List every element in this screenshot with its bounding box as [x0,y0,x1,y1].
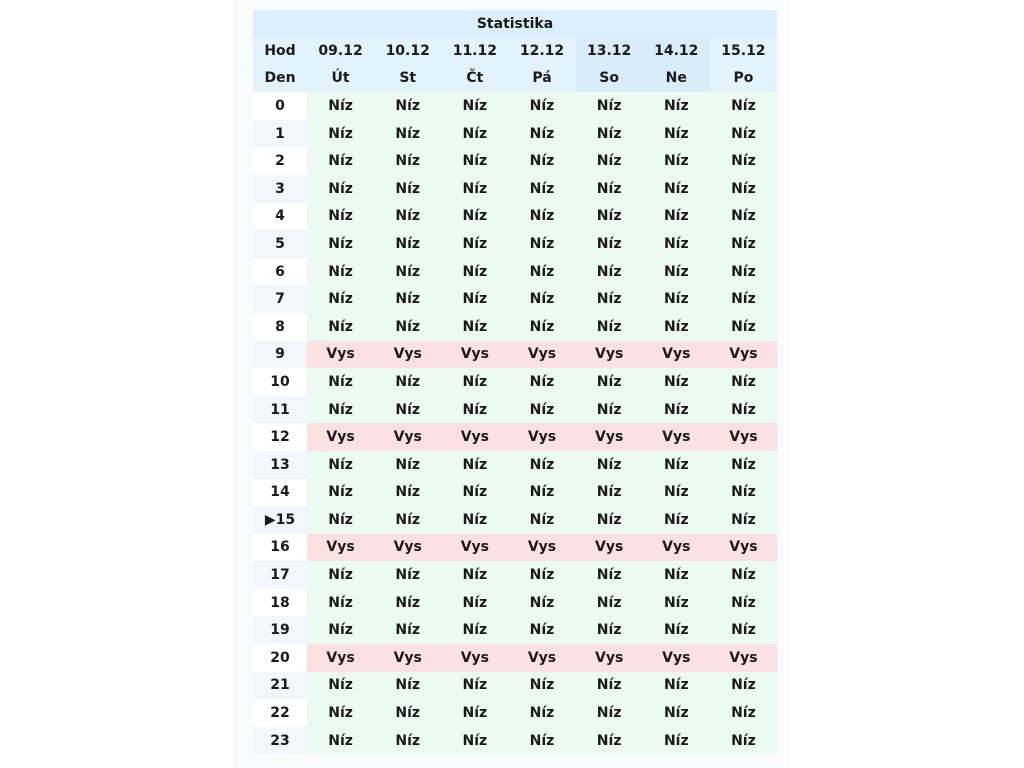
level-cell: Níz [441,120,508,148]
level-cell: Níz [508,589,575,617]
level-cell: Níz [508,396,575,424]
level-cell: Níz [441,699,508,727]
level-cell: Níz [576,120,643,148]
level-cell: Níz [576,368,643,396]
level-cell: Níz [441,313,508,341]
hour-label: 9 [275,346,285,363]
hour-cell [253,396,307,424]
level-cell: Níz [508,672,575,700]
level-cell: Níz [576,230,643,258]
level-cell: Níz [508,313,575,341]
hour-cell [253,175,307,203]
hour-cell [253,120,307,148]
level-cell: Níz [441,396,508,424]
level-cell: Vys [576,644,643,672]
table-row [253,423,777,451]
level-cell: Níz [508,258,575,286]
level-cell: Níz [307,589,374,617]
level-cell: Vys [441,341,508,369]
level-cell: Vys [307,644,374,672]
level-cell: Níz [643,92,710,120]
hour-label: 14 [270,484,290,501]
level-cell: Vys [508,423,575,451]
level-cell: Vys [307,534,374,562]
level-cell: Níz [374,699,441,727]
level-cell: Níz [710,561,777,589]
level-cell: Níz [508,120,575,148]
hour-label: 12 [270,429,290,446]
level-cell: Níz [508,616,575,644]
level-cell: Níz [441,451,508,479]
hour-label: 4 [275,208,285,225]
level-cell: Níz [643,368,710,396]
hour-cell [253,423,307,451]
hour-cell [253,672,307,700]
level-cell: Níz [710,727,777,755]
table-row [253,699,777,727]
table-row [253,203,777,231]
hour-label: 22 [270,705,290,722]
level-cell: Níz [710,506,777,534]
weekday-header: So [576,65,643,93]
level-cell: Níz [441,175,508,203]
level-cell: Níz [643,203,710,231]
level-cell: Níz [710,616,777,644]
level-cell: Níz [508,368,575,396]
level-cell: Níz [441,589,508,617]
level-cell: Vys [508,644,575,672]
level-cell: Níz [441,561,508,589]
level-cell: Níz [374,147,441,175]
level-cell: Vys [441,644,508,672]
date-header: 14.12 [643,37,710,65]
hour-label: 19 [270,622,290,639]
level-cell: Níz [441,230,508,258]
level-cell: Níz [643,451,710,479]
level-cell: Níz [508,230,575,258]
level-cell: Níz [374,258,441,286]
level-cell: Níz [441,616,508,644]
level-cell: Vys [441,423,508,451]
level-cell: Níz [710,672,777,700]
level-cell: Níz [643,479,710,507]
hour-label: 18 [270,594,290,611]
level-cell: Níz [374,230,441,258]
hour-cell [253,727,307,755]
level-cell: Níz [374,120,441,148]
hour-cell [253,616,307,644]
statistics-table [253,10,777,754]
level-cell: Níz [441,672,508,700]
level-cell: Níz [576,479,643,507]
hour-label: 0 [275,97,285,114]
level-cell: Níz [374,313,441,341]
table-row [253,589,777,617]
level-cell: Níz [643,672,710,700]
level-cell: Níz [374,175,441,203]
level-cell: Níz [508,451,575,479]
level-cell: Vys [576,534,643,562]
hour-cell [253,258,307,286]
level-cell: Níz [710,699,777,727]
statistics-panel [233,0,790,768]
level-cell: Níz [508,727,575,755]
table-row [253,672,777,700]
level-cell: Níz [576,616,643,644]
level-cell: Níz [710,368,777,396]
level-cell: Vys [643,534,710,562]
table-row [253,258,777,286]
hour-cell [253,368,307,396]
table-row [253,396,777,424]
level-cell: Vys [307,341,374,369]
level-cell: Níz [643,699,710,727]
hour-label: 7 [275,291,285,308]
date-header: 15.12 [710,37,777,65]
level-cell: Níz [374,368,441,396]
hour-header: Hod [253,37,307,65]
date-header: 13.12 [576,37,643,65]
level-cell: Níz [643,285,710,313]
level-cell: Níz [374,616,441,644]
hour-cell [253,92,307,120]
level-cell: Vys [576,423,643,451]
hour-label: 15 [275,511,296,528]
level-cell: Níz [508,506,575,534]
level-cell: Níz [441,258,508,286]
table-row [253,616,777,644]
level-cell: Vys [374,534,441,562]
table-row [253,644,777,672]
level-cell: Níz [374,672,441,700]
hour-label: 10 [270,373,290,390]
level-cell: Níz [643,561,710,589]
level-cell: Níz [374,506,441,534]
level-cell: Níz [374,479,441,507]
level-cell: Níz [508,479,575,507]
hour-cell [253,506,307,534]
level-cell: Vys [374,644,441,672]
table-title: Statistika [253,10,777,37]
level-cell: Níz [710,313,777,341]
weekday-header: Pá [508,65,575,93]
table-row [253,92,777,120]
level-cell: Níz [307,672,374,700]
level-cell: Níz [710,147,777,175]
level-cell: Níz [643,258,710,286]
level-cell: Níz [374,451,441,479]
level-cell: Níz [643,506,710,534]
hour-label: 21 [270,677,290,694]
level-cell: Níz [508,285,575,313]
hour-cell [253,699,307,727]
hour-cell [253,644,307,672]
level-cell: Vys [710,534,777,562]
hour-cell [253,341,307,369]
level-cell: Níz [643,396,710,424]
level-cell: Níz [710,230,777,258]
level-cell: Níz [441,285,508,313]
level-cell: Vys [374,341,441,369]
level-cell: Níz [508,561,575,589]
hour-label: 8 [275,318,285,335]
weekday-header: Ne [643,65,710,93]
hour-cell [253,285,307,313]
hour-label: 17 [270,567,290,584]
level-cell: Níz [441,147,508,175]
level-cell: Vys [441,534,508,562]
level-cell: Níz [307,230,374,258]
level-cell: Níz [643,120,710,148]
level-cell: Vys [643,341,710,369]
level-cell: Níz [307,699,374,727]
level-cell: Níz [576,672,643,700]
level-cell: Níz [307,561,374,589]
level-cell: Níz [710,92,777,120]
table-row [253,451,777,479]
level-cell: Níz [441,479,508,507]
hour-label: 2 [275,153,285,170]
level-cell: Níz [576,92,643,120]
date-header: 10.12 [374,37,441,65]
level-cell: Níz [710,396,777,424]
table-row [253,727,777,755]
hour-label: 11 [270,401,290,418]
table-row [253,506,777,534]
table-row [253,368,777,396]
level-cell: Níz [710,285,777,313]
level-cell: Níz [576,727,643,755]
level-cell: Níz [441,727,508,755]
level-cell: Níz [643,313,710,341]
level-cell: Níz [307,451,374,479]
level-cell: Níz [374,285,441,313]
table-row [253,120,777,148]
level-cell: Níz [307,120,374,148]
table-row [253,147,777,175]
hour-cell [253,147,307,175]
level-cell: Níz [576,313,643,341]
level-cell: Níz [576,451,643,479]
level-cell: Níz [307,258,374,286]
hour-cell [253,589,307,617]
level-cell: Níz [643,147,710,175]
level-cell: Níz [441,92,508,120]
weekday-header: Po [710,65,777,93]
hour-cell [253,479,307,507]
hour-label: 20 [270,649,290,666]
level-cell: Níz [576,285,643,313]
hour-label: 5 [275,235,285,252]
level-cell: Níz [508,699,575,727]
level-cell: Níz [307,313,374,341]
table-row [253,313,777,341]
level-cell: Níz [374,203,441,231]
level-cell: Níz [576,589,643,617]
hour-cell [253,313,307,341]
level-cell: Vys [643,644,710,672]
hour-label: 3 [275,180,285,197]
weekday-header: Út [307,65,374,93]
level-cell: Níz [307,479,374,507]
level-cell: Níz [307,203,374,231]
level-cell: Níz [643,589,710,617]
hour-label: 23 [270,732,290,749]
table-row [253,561,777,589]
level-cell: Níz [643,727,710,755]
level-cell: Níz [643,175,710,203]
date-header: 11.12 [441,37,508,65]
level-cell: Níz [508,203,575,231]
weekday-header: Čt [441,65,508,93]
level-cell: Níz [374,561,441,589]
level-cell: Níz [576,147,643,175]
level-cell: Níz [508,147,575,175]
table-row [253,341,777,369]
level-cell: Níz [576,561,643,589]
level-cell: Níz [643,616,710,644]
level-cell: Níz [710,175,777,203]
table-row [253,285,777,313]
hour-cell [253,534,307,562]
level-cell: Vys [374,423,441,451]
level-cell: Vys [576,341,643,369]
level-cell: Níz [307,92,374,120]
level-cell: Níz [307,396,374,424]
day-header: Den [253,65,307,93]
level-cell: Níz [374,92,441,120]
level-cell: Níz [576,396,643,424]
hour-cell [253,451,307,479]
table-row [253,534,777,562]
level-cell: Níz [710,589,777,617]
hour-cell [253,203,307,231]
level-cell: Vys [508,534,575,562]
level-cell: Vys [643,423,710,451]
weekday-header: St [374,65,441,93]
level-cell: Níz [307,147,374,175]
level-cell: Níz [374,396,441,424]
level-cell: Níz [307,727,374,755]
level-cell: Níz [576,506,643,534]
level-cell: Níz [441,368,508,396]
level-cell: Níz [643,230,710,258]
level-cell: Níz [576,258,643,286]
date-header: 12.12 [508,37,575,65]
level-cell: Vys [307,423,374,451]
level-cell: Níz [576,699,643,727]
level-cell: Níz [576,203,643,231]
level-cell: Níz [307,506,374,534]
level-cell: Níz [374,589,441,617]
level-cell: Níz [710,451,777,479]
table-row [253,479,777,507]
table-row [253,175,777,203]
level-cell: Níz [307,368,374,396]
level-cell: Níz [441,506,508,534]
level-cell: Níz [710,203,777,231]
level-cell: Vys [710,423,777,451]
hour-label: 6 [275,263,285,280]
level-cell: Níz [374,727,441,755]
level-cell: Vys [710,341,777,369]
level-cell: Níz [576,175,643,203]
hour-cell [253,230,307,258]
level-cell: Níz [307,616,374,644]
hour-label: 13 [270,456,290,473]
hour-label: 1 [275,125,285,142]
table-row [253,230,777,258]
level-cell: Níz [508,92,575,120]
level-cell: Níz [441,203,508,231]
current-hour-marker-icon: ▶ [264,511,276,528]
level-cell: Níz [710,258,777,286]
level-cell: Níz [710,479,777,507]
level-cell: Níz [307,285,374,313]
hour-cell [253,561,307,589]
hour-label: 16 [270,539,290,556]
level-cell: Vys [508,341,575,369]
level-cell: Níz [710,120,777,148]
level-cell: Níz [307,175,374,203]
level-cell: Níz [508,175,575,203]
date-header: 09.12 [307,37,374,65]
level-cell: Vys [710,644,777,672]
